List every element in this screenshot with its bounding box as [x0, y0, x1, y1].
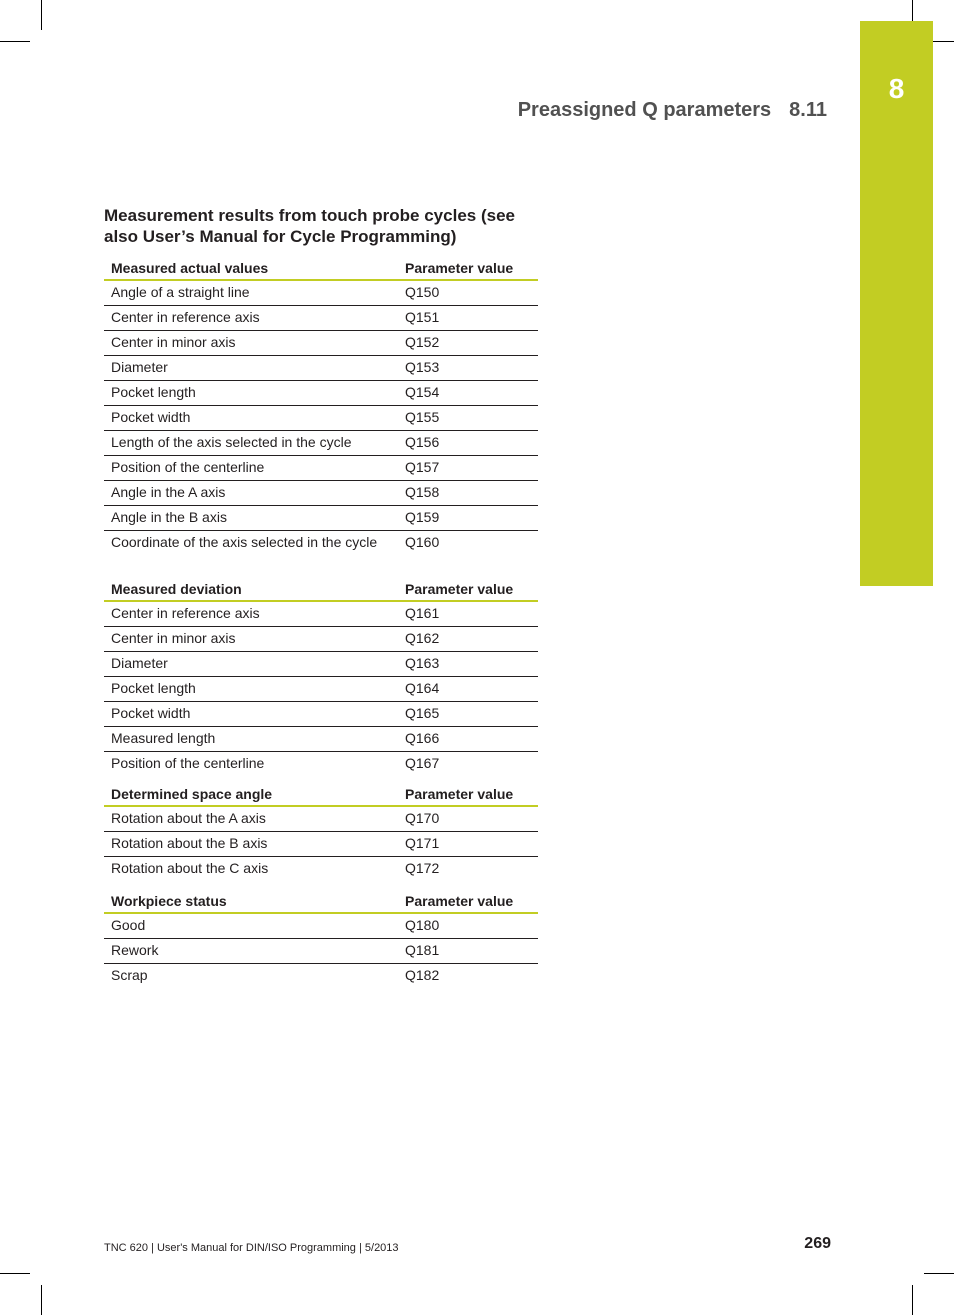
- crop-mark: [0, 1273, 30, 1274]
- table-row: [104, 506, 538, 531]
- row-parameter: Q150: [398, 280, 538, 306]
- row-description: Angle in the B axis: [104, 506, 398, 531]
- row-description: Scrap: [111, 967, 148, 983]
- column-header-parameter: Parameter value: [398, 256, 538, 280]
- crop-mark: [924, 1273, 954, 1274]
- section-heading: Measurement results from touch probe cycles (see also User’s Manual for Cycle Programming): [104, 206, 515, 246]
- crop-mark: [912, 1285, 913, 1315]
- page-number: 269: [804, 1235, 831, 1252]
- column-header-description: Determined space angle: [104, 782, 398, 806]
- row-description: Pocket width: [104, 702, 398, 727]
- row-description: Angle in the A axis: [104, 481, 398, 506]
- running-header-title: Preassigned Q parameters: [517, 99, 772, 121]
- table-row: [104, 939, 538, 964]
- row-parameter: Q160: [405, 534, 440, 550]
- row-description: Rework: [104, 939, 398, 964]
- table-header-row: [104, 782, 538, 806]
- table-header-row: [104, 577, 538, 601]
- table-header-row: [104, 889, 538, 913]
- column-header-parameter: Parameter value: [398, 577, 538, 601]
- table-row: [104, 331, 538, 356]
- column-header-description: Workpiece status: [104, 889, 398, 913]
- row-description: Diameter: [104, 652, 398, 677]
- row-parameter: Q165: [398, 702, 538, 727]
- chapter-number: 8: [888, 73, 905, 104]
- row-parameter: Q159: [398, 506, 538, 531]
- table-row: [104, 752, 538, 777]
- row-description: Diameter: [104, 356, 398, 381]
- table-row: [104, 627, 538, 652]
- parameter-table: [104, 256, 538, 555]
- row-parameter: Q157: [398, 456, 538, 481]
- row-description: Good: [104, 913, 398, 939]
- row-parameter: Q170: [398, 806, 538, 832]
- row-description: Pocket width: [104, 406, 398, 431]
- row-parameter: Q181: [398, 939, 538, 964]
- row-description: Center in reference axis: [104, 601, 398, 627]
- row-parameter: Q155: [398, 406, 538, 431]
- row-description: Angle of a straight line: [104, 280, 398, 306]
- row-description: Center in minor axis: [104, 627, 398, 652]
- table-row: [104, 832, 538, 857]
- row-description: Rotation about the B axis: [104, 832, 398, 857]
- table-row: [104, 652, 538, 677]
- chapter-tab: [860, 21, 933, 586]
- crop-mark: [41, 1285, 42, 1315]
- row-description: Length of the axis selected in the cycle: [104, 431, 398, 456]
- table-header-row: [104, 256, 538, 280]
- table-row: [104, 913, 538, 939]
- row-parameter: Q180: [398, 913, 538, 939]
- row-parameter: Q172: [405, 860, 440, 876]
- row-description: Coordinate of the axis selected in the cycle: [111, 534, 378, 550]
- parameter-table: [104, 889, 538, 988]
- row-parameter: Q152: [398, 331, 538, 356]
- row-description: Pocket length: [104, 381, 398, 406]
- footer-text: TNC 620 | User's Manual for DIN/ISO Programming | 5/2013: [104, 1242, 399, 1254]
- table-row: [104, 456, 538, 481]
- row-description: Position of the centerline: [104, 456, 398, 481]
- table-row: [104, 702, 538, 727]
- row-parameter: Q151: [398, 306, 538, 331]
- table-row: [104, 356, 538, 381]
- table-row: [104, 857, 538, 882]
- column-header-description: Measured actual values: [104, 256, 398, 280]
- row-parameter: Q162: [398, 627, 538, 652]
- table-row: [104, 481, 538, 506]
- table-row: [104, 280, 538, 306]
- row-description: Measured length: [104, 727, 398, 752]
- parameter-table: [104, 577, 538, 776]
- table-row: [104, 806, 538, 832]
- running-header-section: 8.11: [789, 99, 827, 121]
- row-parameter: Q166: [398, 727, 538, 752]
- row-description: Rotation about the C axis: [111, 860, 269, 876]
- running-header: [518, 99, 827, 122]
- row-parameter: Q164: [398, 677, 538, 702]
- table-row: [104, 964, 538, 989]
- column-header-description: Measured deviation: [104, 577, 398, 601]
- table-row: [104, 381, 538, 406]
- row-parameter: Q154: [398, 381, 538, 406]
- row-description: Center in reference axis: [104, 306, 398, 331]
- table-row: [104, 431, 538, 456]
- row-description: Pocket length: [104, 677, 398, 702]
- table-row: [104, 406, 538, 431]
- table-row: [104, 677, 538, 702]
- table-row: [104, 306, 538, 331]
- row-parameter: Q163: [398, 652, 538, 677]
- row-parameter: Q158: [398, 481, 538, 506]
- row-parameter: Q171: [398, 832, 538, 857]
- row-parameter: Q156: [398, 431, 538, 456]
- row-description: Rotation about the A axis: [104, 806, 398, 832]
- table-row: [104, 727, 538, 752]
- row-parameter: Q182: [405, 967, 440, 983]
- row-description: Center in minor axis: [104, 331, 398, 356]
- column-header-parameter: Parameter value: [398, 889, 538, 913]
- row-parameter: Q161: [398, 601, 538, 627]
- table-row: [104, 601, 538, 627]
- parameter-table: [104, 782, 538, 881]
- row-parameter: Q153: [398, 356, 538, 381]
- column-header-parameter: Parameter value: [398, 782, 538, 806]
- row-description: Position of the centerline: [111, 755, 265, 771]
- table-row: [104, 531, 538, 556]
- crop-mark: [0, 41, 30, 42]
- crop-mark: [41, 0, 42, 30]
- row-parameter: Q167: [405, 755, 440, 771]
